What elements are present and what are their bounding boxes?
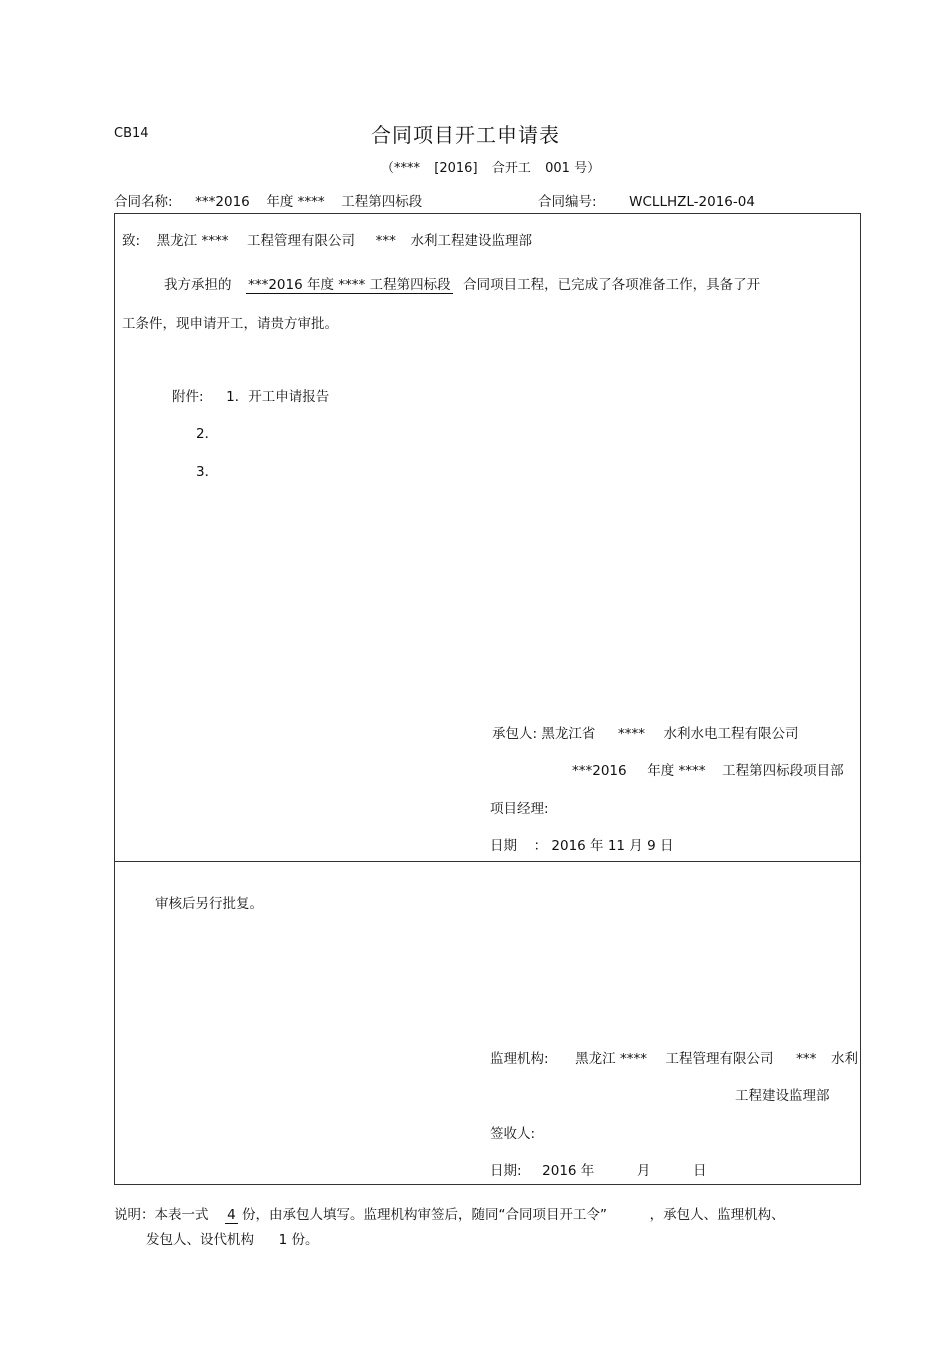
addressee-org-a: 黑龙江 **** bbox=[156, 233, 229, 249]
agency-label: 监理机构: bbox=[490, 1051, 549, 1067]
footer-note-a: 说明：本表一式 bbox=[114, 1207, 209, 1223]
project-manager-label: 项目经理: bbox=[490, 801, 549, 817]
receiver-label: 签收人: bbox=[490, 1126, 536, 1142]
doc-number-num: 001 bbox=[545, 161, 570, 176]
footer-note bbox=[114, 1203, 854, 1253]
footer-note-line1 bbox=[114, 1203, 854, 1228]
addressee-line bbox=[122, 229, 532, 249]
application-date-sep: ： bbox=[533, 838, 548, 854]
agency-name-a: 黑龙江 **** bbox=[575, 1051, 647, 1067]
review-opinion: 审核后另行批复。 bbox=[155, 896, 263, 912]
body-intro: 我方承担的 bbox=[164, 277, 232, 293]
doc-number-year: [2016] bbox=[434, 161, 478, 176]
footer-note-b: 份，由承包人填写。监理机构审签后，随同“合同项目开工令” bbox=[241, 1207, 607, 1223]
attachment-1: 1．开工申请报告 bbox=[226, 389, 330, 405]
contract-number-label: 合同编号: bbox=[538, 194, 597, 210]
contract-name-row bbox=[114, 190, 422, 210]
review-date-year: 2016 年 bbox=[542, 1163, 595, 1179]
doc-number-close: 号） bbox=[574, 161, 601, 176]
review-date-line bbox=[490, 1159, 707, 1179]
contractor-line bbox=[492, 722, 799, 742]
contract-number-value: WCLLHZL-2016-04 bbox=[629, 194, 755, 210]
addressee-org-b: 工程管理有限公司 bbox=[247, 233, 356, 249]
document-number bbox=[381, 157, 600, 176]
contractor-name-c: 水利水电工程有限公司 bbox=[663, 726, 799, 742]
body-continuation: 合同项目工程，已完成了各项准备工作，具备了开 bbox=[463, 277, 761, 293]
application-date-value: 2016 年 11 月 9 日 bbox=[551, 838, 674, 854]
agency-name-c: *** bbox=[796, 1051, 817, 1067]
contract-number-row bbox=[538, 190, 755, 210]
contractor-dept-c: 工程第四标段项目部 bbox=[722, 763, 844, 779]
doc-number-open: （**** bbox=[381, 161, 421, 176]
application-date-line bbox=[490, 834, 673, 854]
attachment-label: 附件: bbox=[172, 389, 204, 405]
application-body-line2: 工条件，现申请开工，请贵方审批。 bbox=[122, 316, 338, 332]
document-title: 合同项目开工申请表 bbox=[371, 123, 560, 147]
body-contract-underlined: ***2016 年度 **** 工程第四标段 bbox=[248, 277, 451, 293]
contractor-name-b: **** bbox=[617, 726, 645, 742]
agency-name-b: 工程管理有限公司 bbox=[665, 1051, 774, 1067]
footer-note-line2 bbox=[114, 1228, 854, 1253]
footer-note-c: ，承包人、监理机构、 bbox=[649, 1207, 785, 1223]
agency-name-line2: 工程建设监理部 bbox=[735, 1088, 830, 1104]
attachment-3: 3． bbox=[196, 464, 219, 480]
contractor-dept-a: ***2016 bbox=[572, 763, 627, 779]
application-date-label: 日期 bbox=[490, 838, 517, 854]
contract-name-part-c: 工程第四标段 bbox=[341, 194, 423, 210]
footer-note-line2-b: 1 份。 bbox=[278, 1232, 319, 1248]
addressee-label: 致: bbox=[122, 233, 141, 249]
form-code: CB14 bbox=[114, 126, 149, 141]
review-date-month: 月 bbox=[636, 1163, 651, 1179]
addressee-org-c: *** bbox=[375, 233, 396, 249]
attachment-2: 2． bbox=[196, 426, 219, 442]
contractor-dept-line bbox=[572, 759, 844, 779]
contractor-name-a: 黑龙江省 bbox=[541, 726, 596, 742]
addressee-org-d: 水利工程建设监理部 bbox=[410, 233, 532, 249]
contract-name-label: 合同名称: bbox=[114, 194, 173, 210]
contract-name-part-b: 年度 **** bbox=[266, 194, 325, 210]
footer-note-line2-a: 发包人、设代机构 bbox=[146, 1232, 254, 1248]
contractor-dept-b: 年度 **** bbox=[647, 763, 706, 779]
footer-copies: 4 bbox=[227, 1207, 236, 1223]
review-date-label: 日期: bbox=[490, 1163, 522, 1179]
agency-name-d: 水利 bbox=[830, 1051, 858, 1067]
application-body-line1 bbox=[164, 273, 760, 293]
review-date-day: 日 bbox=[693, 1163, 707, 1179]
doc-number-type: 合开工 bbox=[491, 161, 531, 176]
contract-name-part-a: ***2016 bbox=[195, 194, 250, 210]
contractor-label: 承包人: bbox=[492, 726, 538, 742]
attachment-line-1 bbox=[172, 385, 329, 405]
supervision-agency-line bbox=[490, 1047, 858, 1067]
